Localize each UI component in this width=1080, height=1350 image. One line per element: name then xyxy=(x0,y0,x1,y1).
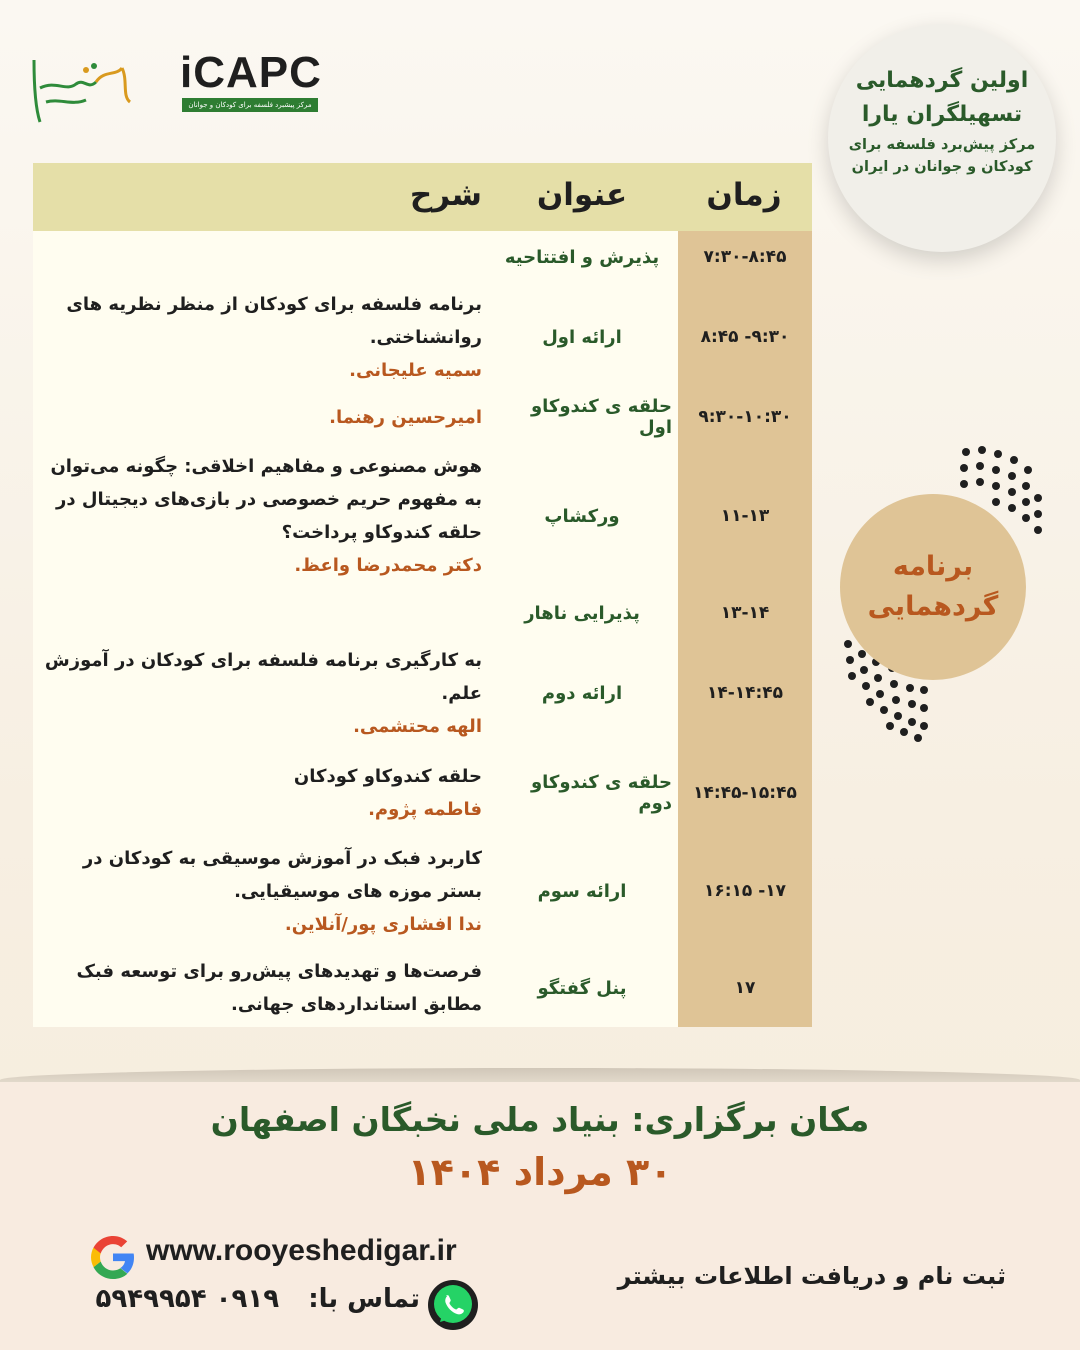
table-row xyxy=(33,955,812,1021)
row-time: ۸:۴۵ -۹:۳۰ xyxy=(700,327,790,347)
row-description-text: کاربرد فبک در آموزش موسیقی به کودکان در بستر موزه های موسیقیایی. xyxy=(82,847,482,902)
table-row xyxy=(33,285,812,389)
row-time: ۱۶:۱۵ -۱۷ xyxy=(703,881,787,901)
table-row xyxy=(33,759,812,827)
capc-logo-word: iCAPC xyxy=(180,48,322,97)
table-row xyxy=(33,397,812,437)
row-title: حلقه ی کندوکاو دوم xyxy=(530,772,672,814)
table-row xyxy=(33,449,812,583)
row-speaker: فاطمه پژوم. xyxy=(368,799,482,820)
capc-logo-tagline: مرکز پیشبرد فلسفه برای کودکان و جوانان xyxy=(182,98,318,112)
row-description xyxy=(42,449,482,583)
program-badge-line2: گردهمایی xyxy=(867,591,999,622)
header-subtitle: مرکز پیش‌برد فلسفه برای کودکان و جوانان در ایران xyxy=(848,137,1036,175)
google-icon xyxy=(88,1232,138,1282)
row-time: ۱۳-۱۴ xyxy=(720,603,770,623)
row-time: ۹:۳۰-۱۰:۳۰ xyxy=(698,407,792,427)
row-title: پذیرایی ناهار xyxy=(524,602,640,624)
table-row xyxy=(33,593,812,633)
row-title: ورکشاپ xyxy=(544,505,620,527)
event-date: ۳۰ مرداد ۱۴۰۴ xyxy=(407,1150,673,1194)
schedule-table xyxy=(33,163,812,1027)
row-speaker: ندا افشاری پور/آنلاین. xyxy=(284,913,482,935)
contact-label: تماس با: xyxy=(308,1284,420,1314)
row-description xyxy=(42,759,482,827)
row-description-text: حلقه کندوکاو کودکان xyxy=(293,766,482,787)
row-description-text: به کارگیری برنامه فلسفه برای کودکان در آموزش علم. xyxy=(44,649,482,704)
whatsapp-icon[interactable] xyxy=(426,1278,480,1332)
row-description-text: برنامه فلسفه برای کودکان از منظر نظریه های روانشناختی. xyxy=(66,293,482,348)
row-description xyxy=(42,839,482,943)
table-row xyxy=(33,643,812,743)
row-description xyxy=(42,643,482,743)
header-circle xyxy=(828,24,1056,252)
row-speaker: امیرحسین رهنما. xyxy=(329,406,482,428)
contact-line xyxy=(80,1284,420,1314)
row-time: ۷:۳۰-۸:۴۵ xyxy=(703,247,787,267)
program-badge xyxy=(840,494,1026,680)
program-badge-line1: برنامه xyxy=(892,551,974,582)
table-row xyxy=(33,233,812,281)
row-speaker: سمیه علیجانی. xyxy=(349,359,482,381)
row-description xyxy=(42,285,482,389)
rooyesh-logo xyxy=(26,40,146,130)
row-title: پذیرش و افتتاحیه xyxy=(504,246,660,268)
row-title: حلقه ی کندوکاو اول xyxy=(530,396,672,438)
row-time: ۱۴:۴۵-۱۵:۴۵ xyxy=(693,783,797,803)
row-time: ۱۷ xyxy=(734,978,756,998)
row-description-text: هوش مصنوعی و مفاهیم اخلاقی: چگونه می‌توان به مفهوم حریم خصوصی در بازی‌های دیجیتال در حلقه کندوکاو پرداخت؟ xyxy=(50,456,482,543)
row-description-text: فرصت‌ها و تهدیدهای پیش‌رو برای توسعه فبک مطابق استانداردهای جهانی. xyxy=(76,961,482,1015)
header-title-line2: تسهیلگران یارا xyxy=(861,102,1023,127)
header-description: شرح xyxy=(409,177,482,213)
header-title-line1: اولین گردهمایی xyxy=(855,68,1029,93)
row-speaker: دکتر محمدرضا واعظ. xyxy=(294,555,482,576)
table-row xyxy=(33,839,812,943)
row-title: ارائه سوم xyxy=(537,880,627,902)
row-description xyxy=(42,955,482,1021)
website-link[interactable]: www.rooyeshedigar.ir xyxy=(146,1234,457,1267)
phone-number[interactable]: ۰۹۱۹ ۵۹۴۹۹۵۴ xyxy=(95,1284,280,1314)
header-title: عنوان xyxy=(536,177,628,213)
row-title: ارائه دوم xyxy=(541,682,623,704)
row-speaker: الهه محتشمی. xyxy=(353,715,482,737)
row-time: ۱۴-۱۴:۴۵ xyxy=(706,683,784,703)
row-title: ارائه اول xyxy=(542,326,622,348)
row-time: ۱۱-۱۳ xyxy=(720,506,770,526)
header-time: زمان xyxy=(706,177,782,213)
row-title: پنل گفتگو xyxy=(537,977,627,999)
row-description xyxy=(42,397,482,437)
capc-logo xyxy=(180,50,330,118)
venue-text: مکان برگزاری: بنیاد ملی نخبگان اصفهان xyxy=(210,1100,870,1139)
table-header-row xyxy=(33,163,812,231)
register-text: ثبت نام و دریافت اطلاعات بیشتر xyxy=(617,1262,1006,1290)
